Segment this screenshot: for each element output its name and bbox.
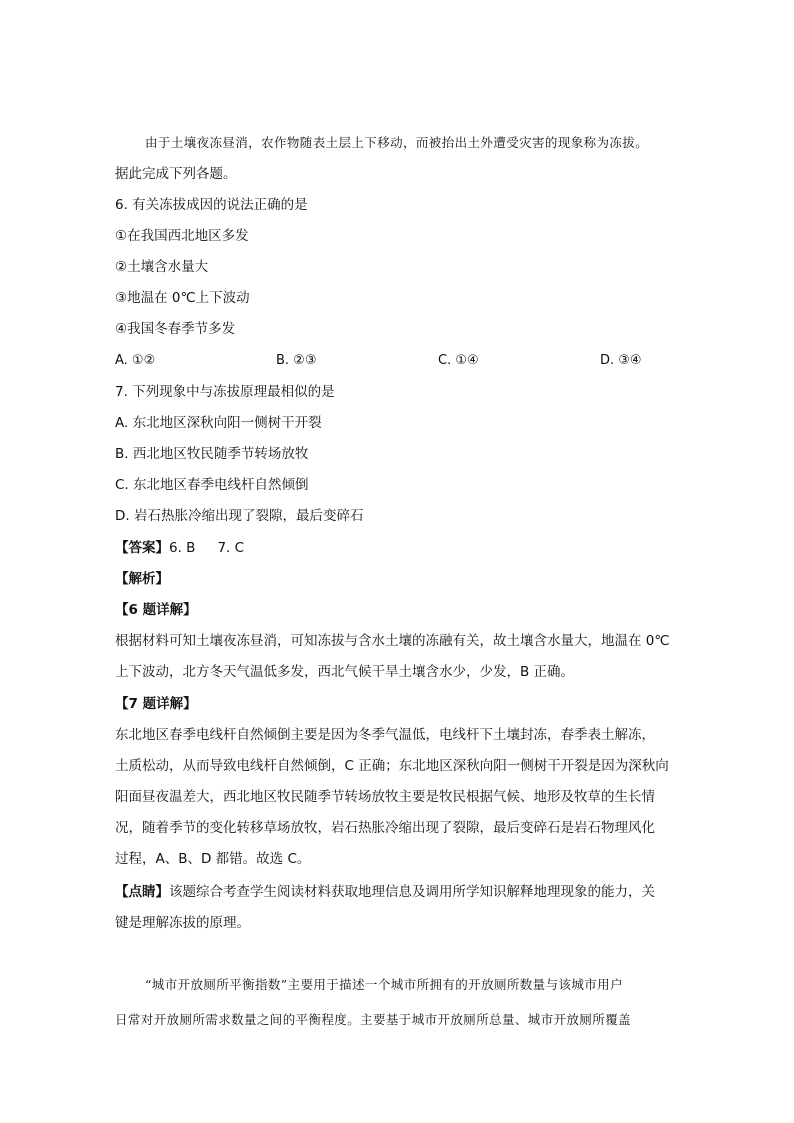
q7-option-a: A. 东北地区深秋向阳一侧树干开裂 [115, 415, 322, 431]
analysis-label: 【解析】 [115, 571, 169, 587]
q7-option-b: B. 西北地区牧民随季节转场放牧 [115, 446, 309, 462]
q6-detail-line: 上下波动，北方冬天气温低多发，西北气候干旱土壤含水少，少发，B 正确。 [115, 664, 575, 680]
answer-line [115, 538, 690, 558]
tip-text: 该题综合考查学生阅读材料获取地理信息及调用所学知识解释地理现象的能力，关 [169, 884, 655, 900]
q6-detail-line: 根据材料可知土壤夜冻昼消，可知冻拔与含水土壤的冻融有关，故土壤含水量大，地温在 0℃ [115, 633, 670, 649]
q7-detail-line: 东北地区春季电线杆自然倾倒主要是因为冬季气温低，电线杆下土壤封冻，春季表土解冻， [115, 727, 655, 743]
q7-detail-line: 过程，A、B、D 都错。故选 C。 [115, 851, 311, 867]
passage1-line1: 由于土壤夜冻昼消，农作物随表土层上下移动，而被抬出土外遭受灾害的现象称为冻拔。 [145, 135, 649, 150]
q7-detail-line: 况，随着季节的变化转移草场放牧，岩石热胀冷缩出现了裂隙，最后变碎石是岩石物理风化 [115, 820, 655, 836]
passage1-line2: 据此完成下列各题。 [115, 166, 237, 182]
q6-item-1: ①在我国西北地区多发 [115, 228, 249, 244]
q7-detail-title: 【7 题详解】 [115, 696, 197, 712]
q6-item-3: ③地温在 0℃上下波动 [115, 290, 250, 306]
q6-option-c: C. ①④ [438, 353, 479, 368]
q7-detail-line: 阳面昼夜温差大，西北地区牧民随季节转场放牧主要是牧民根据气候、地形及牧草的生长情 [115, 789, 655, 805]
tip-line2: 键是理解冻拔的原理。 [115, 915, 250, 931]
q7-option-c: C. 东北地区春季电线杆自然倾倒 [115, 477, 309, 493]
tip-line [115, 882, 690, 902]
q6-option-b: B. ②③ [276, 353, 317, 368]
q7-option-d: D. 岩石热胀冷缩出现了裂隙，最后变碎石 [115, 508, 364, 524]
q6-stem: 6. 有关冻拔成因的说法正确的是 [115, 197, 308, 213]
q6-item-2: ②土壤含水量大 [115, 259, 209, 275]
q6-option-d: D. ③④ [600, 353, 642, 368]
q7-detail-line: 土质松动，从而导致电线杆自然倾倒，C 正确；东北地区深秋向阳一侧树干开裂是因为深秋向 [115, 758, 669, 774]
q6-detail-title: 【6 题详解】 [115, 602, 197, 618]
answer-6: 6. B [169, 540, 196, 556]
q6-item-4: ④我国冬春季节多发 [115, 321, 236, 337]
passage2-line1: “城市开放厕所平衡指数”主要用于描述一个城市所拥有的开放厕所数量与该城市用户 [145, 977, 623, 992]
answer-label: 【答案】 [115, 540, 169, 556]
q7-stem: 7. 下列现象中与冻拔原理最相似的是 [115, 384, 335, 400]
tip-label: 【点睛】 [115, 884, 169, 900]
passage2-line2: 日常对开放厕所需求数量之间的平衡程度。主要基于城市开放厕所总量、城市开放厕所覆盖 [115, 1012, 632, 1027]
q6-option-a: A. ①② [115, 353, 156, 368]
answer-7: 7. C [217, 540, 245, 556]
